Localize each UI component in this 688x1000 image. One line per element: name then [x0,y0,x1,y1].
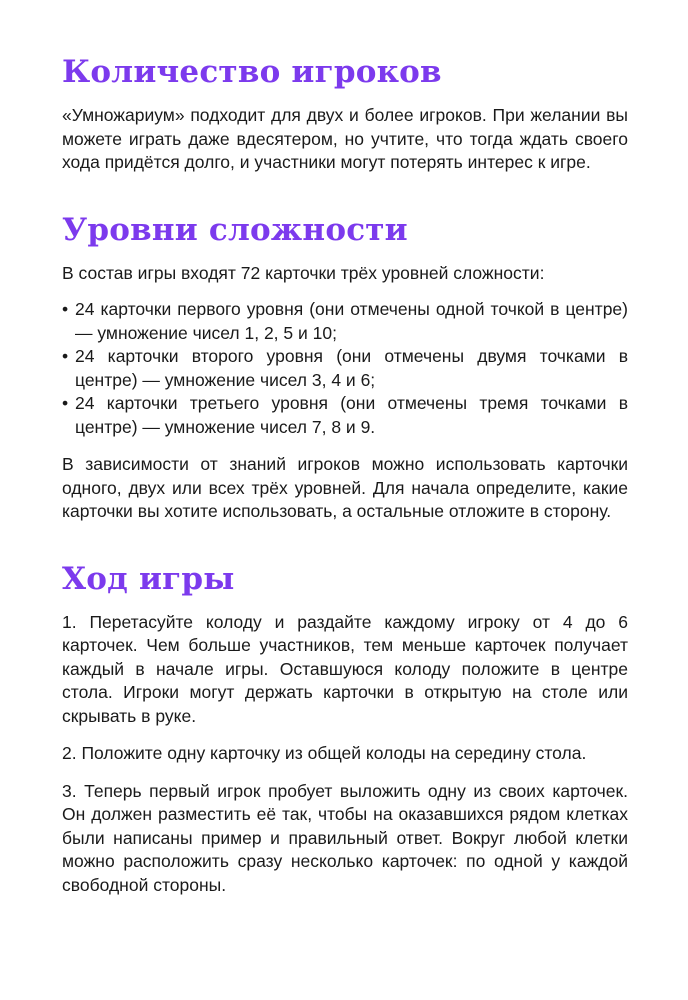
bullet-icon: • [62,299,69,319]
list-item [62,298,628,345]
gameplay-step-3: 3. Теперь первый игрок пробует выложить одну из своих карточек. Он должен разместить её так, чтобы на оказавшихся рядом клетках были написаны пример и правильный ответ. Вокруг любой клетки можно расположить сразу несколько карточек: по одной у каждой свободной стороны. [62,780,628,895]
players-paragraph: «Умножариум» подходит для двух и более игроков. При желании вы можете играть даже вдесятером, но учтите, что тогда ждать своего хода придётся долго, и участники могут потерять интерес к игре. [62,105,628,172]
list-item [62,345,628,392]
players-section [62,52,628,175]
list-item-text: 24 карточки первого уровня (они отмечены одной точкой в центре) — умножение чисел 1, 2, 5 и 10; [75,299,628,343]
gameplay-heading: Ход игры [62,560,235,597]
list-item-text: 24 карточки второго уровня (они отмечены двумя точками в центре) — умножение чисел 3, 4 и 6; [75,346,628,390]
levels-list [62,298,628,439]
players-heading: Количество игроков [62,54,442,90]
levels-intro: В состав игры входят 72 карточки трёх уровней сложности: [62,262,545,283]
list-item [62,392,628,439]
gameplay-step-2: 2. Положите одну карточку из общей колоды на середину стола. [62,743,587,763]
gameplay-step-1: 1. Перетасуйте колоду и раздайте каждому игроку от 4 до 6 карточек. Чем больше участников, тем меньше карточек получает каждый в начале игры. Оставшуюся колоду положите в центре стола. Игроки могут держать карточки в открытую на столе или скрывать в руке. [62,611,628,726]
list-item-text: 24 карточки третьего уровня (они отмечены тремя точками в центре) — умножение чисел 7, 8 и 9. [75,393,628,437]
levels-outro: В зависимости от знаний игроков можно использовать карточки одного, двух или всех трёх уровней. Для начала определите, какие карточки вы хотите использовать, а остальные отложите в сторону. [62,454,628,521]
bullet-icon: • [62,393,69,413]
gameplay-section [62,559,628,898]
levels-section [62,210,628,524]
levels-heading: Уровни сложности [62,211,408,248]
rules-page [62,52,628,897]
bullet-icon: • [62,346,69,366]
